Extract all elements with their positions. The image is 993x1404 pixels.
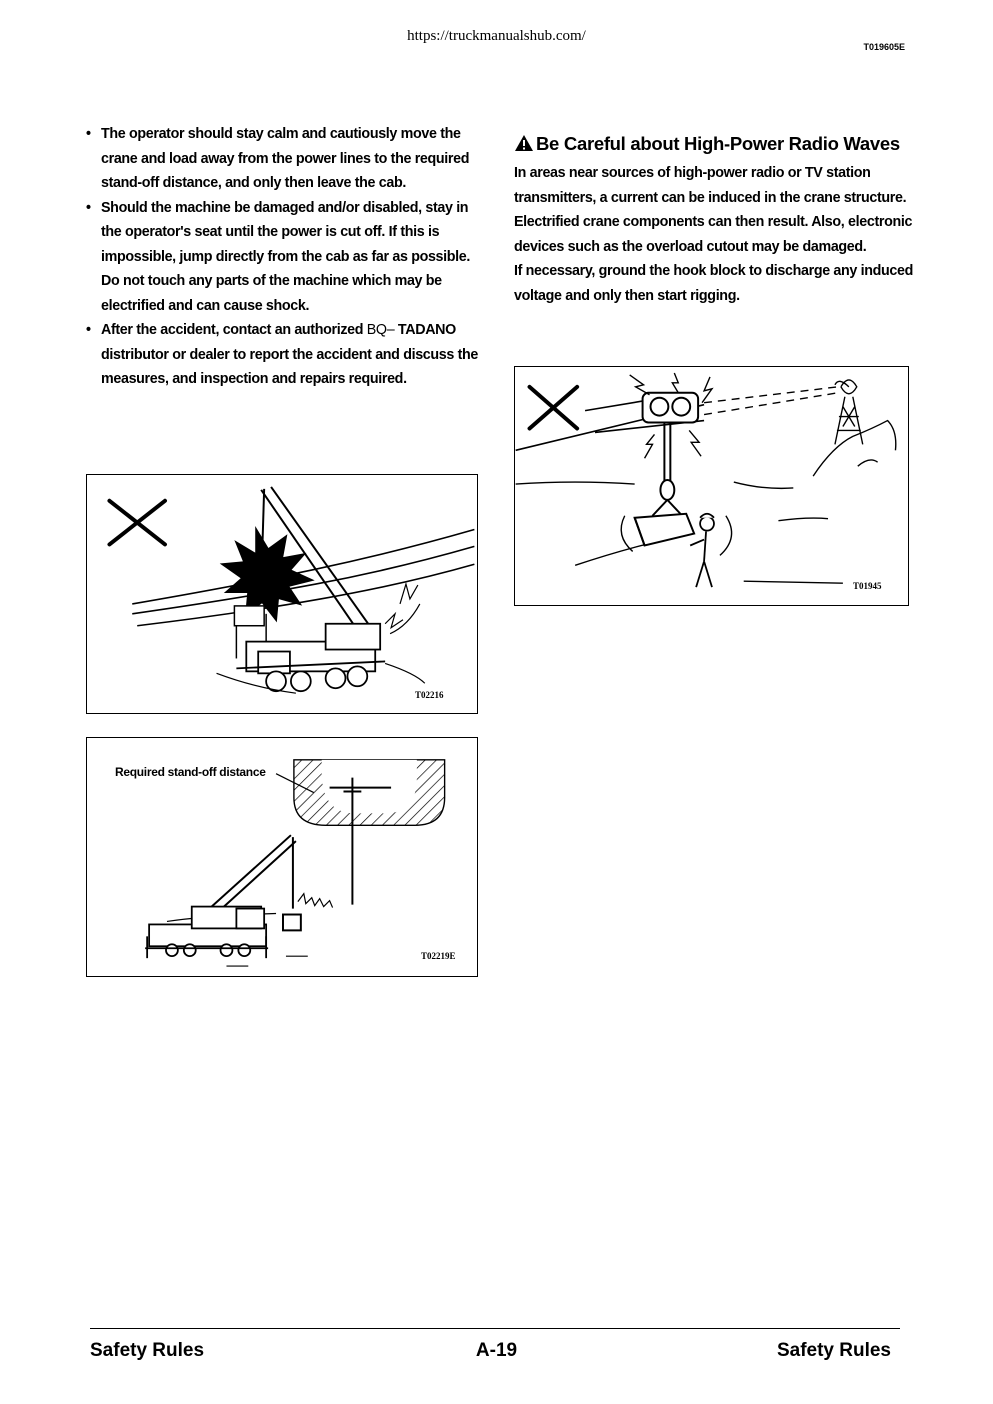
figure-crane-power-line xyxy=(86,474,478,714)
stand-off-label: Required stand-off distance xyxy=(115,765,266,779)
bullet-list xyxy=(86,122,481,392)
bullet-text: TADANO distributor or dealer to report the accident and discuss the measures, and inspection and repairs required. xyxy=(101,322,479,387)
bullet-item: • The operator should stay calm and cautiously move the crane and load away from the power lines to the required stand-off distance, and only then leave the cab. xyxy=(86,122,481,196)
page-number: A-19 xyxy=(475,1340,518,1361)
figure-stand-off-distance xyxy=(86,737,478,977)
footer-left-label: Safety Rules xyxy=(90,1340,205,1361)
right-column xyxy=(514,130,914,308)
left-column xyxy=(86,122,481,392)
prohibited-x-icon xyxy=(530,387,578,429)
footer-divider xyxy=(90,1328,900,1329)
bullet-item xyxy=(86,318,481,392)
prohibited-x-icon xyxy=(109,501,165,545)
section-title xyxy=(514,130,914,159)
document-code: T019605E xyxy=(863,42,905,52)
bullet-item: • Should the machine be damaged and/or disabled, stay in the operator's seat until the power is cut off. If this is impossible, jump directly from the cab as far as possible. Do not touch any parts of the machine which may be electrified and can cause shock. xyxy=(86,196,481,319)
radio-wave-illustration xyxy=(515,367,908,605)
source-url: https://truckmanualshub.com/ xyxy=(407,28,586,44)
figure-code: T02216 xyxy=(415,690,444,700)
figure-radio-waves xyxy=(514,366,909,606)
paragraph: In areas near sources of high-power radio or TV station transmitters, a current can be induced in the crane structure. Electrified crane components can then result. Also, electronic devices such as the overload cutout may be damaged. xyxy=(514,165,913,255)
bullet-text: After the accident, contact an authorized xyxy=(101,322,367,338)
paragraph: If necessary, ground the hook block to discharge any induced voltage and only then start rigging. xyxy=(514,263,913,304)
figure-code: T01945 xyxy=(853,581,882,591)
section-title-text: Be Careful about High-Power Radio Waves xyxy=(536,133,900,154)
figure-code: T02219E xyxy=(421,951,456,961)
distributor-prefix: BQ– xyxy=(366,322,395,338)
crane-tree-illustration xyxy=(87,475,477,713)
footer-right-label: Safety Rules xyxy=(776,1340,891,1361)
warning-triangle-icon xyxy=(514,132,534,159)
